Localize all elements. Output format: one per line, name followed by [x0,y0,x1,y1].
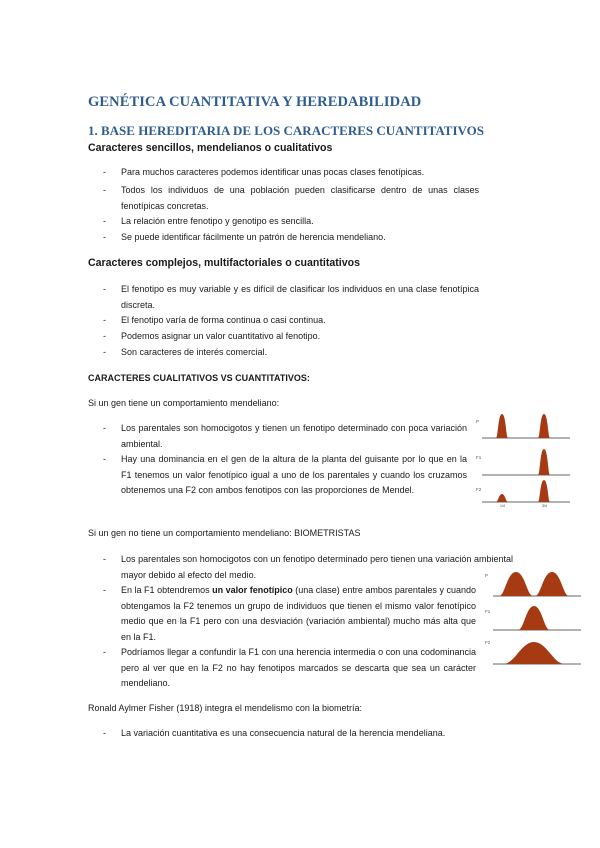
bullet-dash: - [103,647,106,657]
bell-curve [499,572,533,596]
bell-curve [538,449,550,475]
fig-label-p: P [485,573,489,578]
simple-item-2: Todos los individuos de una población pueden clasificarse dentro de unas clases fenotípicas concretas. [121,185,479,211]
document-title: GENÉTICA CUANTITATIVA Y HEREDABILIDAD [88,94,422,110]
simple-item-4: Se puede identificar fácilmente un patrón de herencia mendeliano. [121,232,386,242]
fig-label-f1: F1 [485,609,491,614]
bell-curve [518,606,550,630]
fisher-item-1: La variación cuantitativa es una consecuencia natural de la herencia mendeliana. [121,728,446,738]
biometric-intro: Si un gen no tiene un comportamiento mendeliano: BIOMETRISTAS [88,528,361,538]
bell-curve [535,572,569,596]
simple-item-1: Para muchos caracteres podemos identificar unas pocas clases fenotípicas. [121,167,425,177]
biometric-distribution-figure [483,566,583,670]
bell-curve [496,414,508,438]
ratio-label: 3/4 [542,504,547,508]
simple-item-3: La relación entre fenotipo y genotipo es sencilla. [121,216,314,226]
biometric-item-1: Los parentales son homocigotos con un fenotipo determinado pero tienen una variación ambiental mayor debido al efecto del medio. [121,554,513,580]
bullet-dash: - [103,284,106,294]
complex-item-2: El fenotipo varía de forma continua o casi continua. [121,315,326,325]
biometric-item-3: Podríamos llegar a confundir la F1 con una herencia intermedia o con una codominancia pero al ver que en la F2 no hay fenotipos marcados se descarta que sea un carácter mendeliano. [121,647,476,688]
fig-label-p: P [476,419,480,424]
fig-label-f2: F2 [476,487,482,492]
bell-curve [496,494,508,502]
bullet-dash: - [103,232,106,242]
complex-item-4: Son caracteres de interés comercial. [121,347,268,357]
bullet-dash: - [103,554,106,564]
ratio-label: 1/4 [500,504,505,508]
complex-item-3: Podemos asignar un valor cuantitativo al fenotipo. [121,331,321,341]
mendelian-distribution-figure [474,410,574,510]
bell-curve [538,414,550,438]
biometric-item-2-post: (una clase) entre ambos parentales y cuando obtengamos la F2 tenemos un grupo de individuos que tienen el mismo valor fenotípico medio que en la F1 pero con una desviación (variación ambiental) mucho más alta que en la F1. [121,585,476,642]
bullet-dash: - [103,331,106,341]
mendel-item-2: Hay una dominancia en el gen de la altura de la planta del guisante por lo que en la F1 tenemos un valor fenotípico igual a uno de los parentales y cuando los cruzamos obtenemos una F2 con ambos fenotipos con las proporciones de Mendel. [121,454,467,495]
mendel-item-1: Los parentales son homocigotos y tienen un fenotipo determinado con poca variación ambiental. [121,423,467,449]
bell-curve [503,642,565,664]
bullet-dash: - [103,315,106,325]
fig-label-f2: F2 [485,640,491,645]
biometric-item-2-bold: un valor fenotípico [212,585,293,595]
bullet-dash: - [103,185,106,195]
bell-curve [538,480,550,502]
bullet-dash: - [103,728,106,738]
fisher-text: Ronald Aylmer Fisher (1918) integra el mendelismo con la biometría: [88,703,362,713]
section-heading-1: 1. BASE HEREDITARIA DE LOS CARACTERES CUANTITATIVOS [88,123,484,138]
complex-item-1: El fenotipo es muy variable y es difícil de clasificar los individuos en una clase fenotípica discreta. [121,284,479,310]
complex-traits-heading: Caracteres complejos, multifactoriales o cuantitativos [88,257,360,269]
bullet-dash: - [103,167,106,177]
bullet-dash: - [103,585,106,595]
bullet-dash: - [103,454,106,464]
bullet-dash: - [103,347,106,357]
biometric-item-2 [121,583,476,645]
biometric-item-2-pre: En la F1 obtendremos [121,585,213,595]
bullet-dash: - [103,216,106,226]
mendel-intro: Si un gen tiene un comportamiento mendeliano: [88,398,280,408]
simple-traits-heading: Caracteres sencillos, mendelianos o cualitativos [88,142,333,154]
vs-heading: CARACTERES CUALITATIVOS VS CUANTITATIVOS: [88,373,310,383]
fig-label-f1: F1 [476,455,482,460]
bullet-dash: - [103,423,106,433]
